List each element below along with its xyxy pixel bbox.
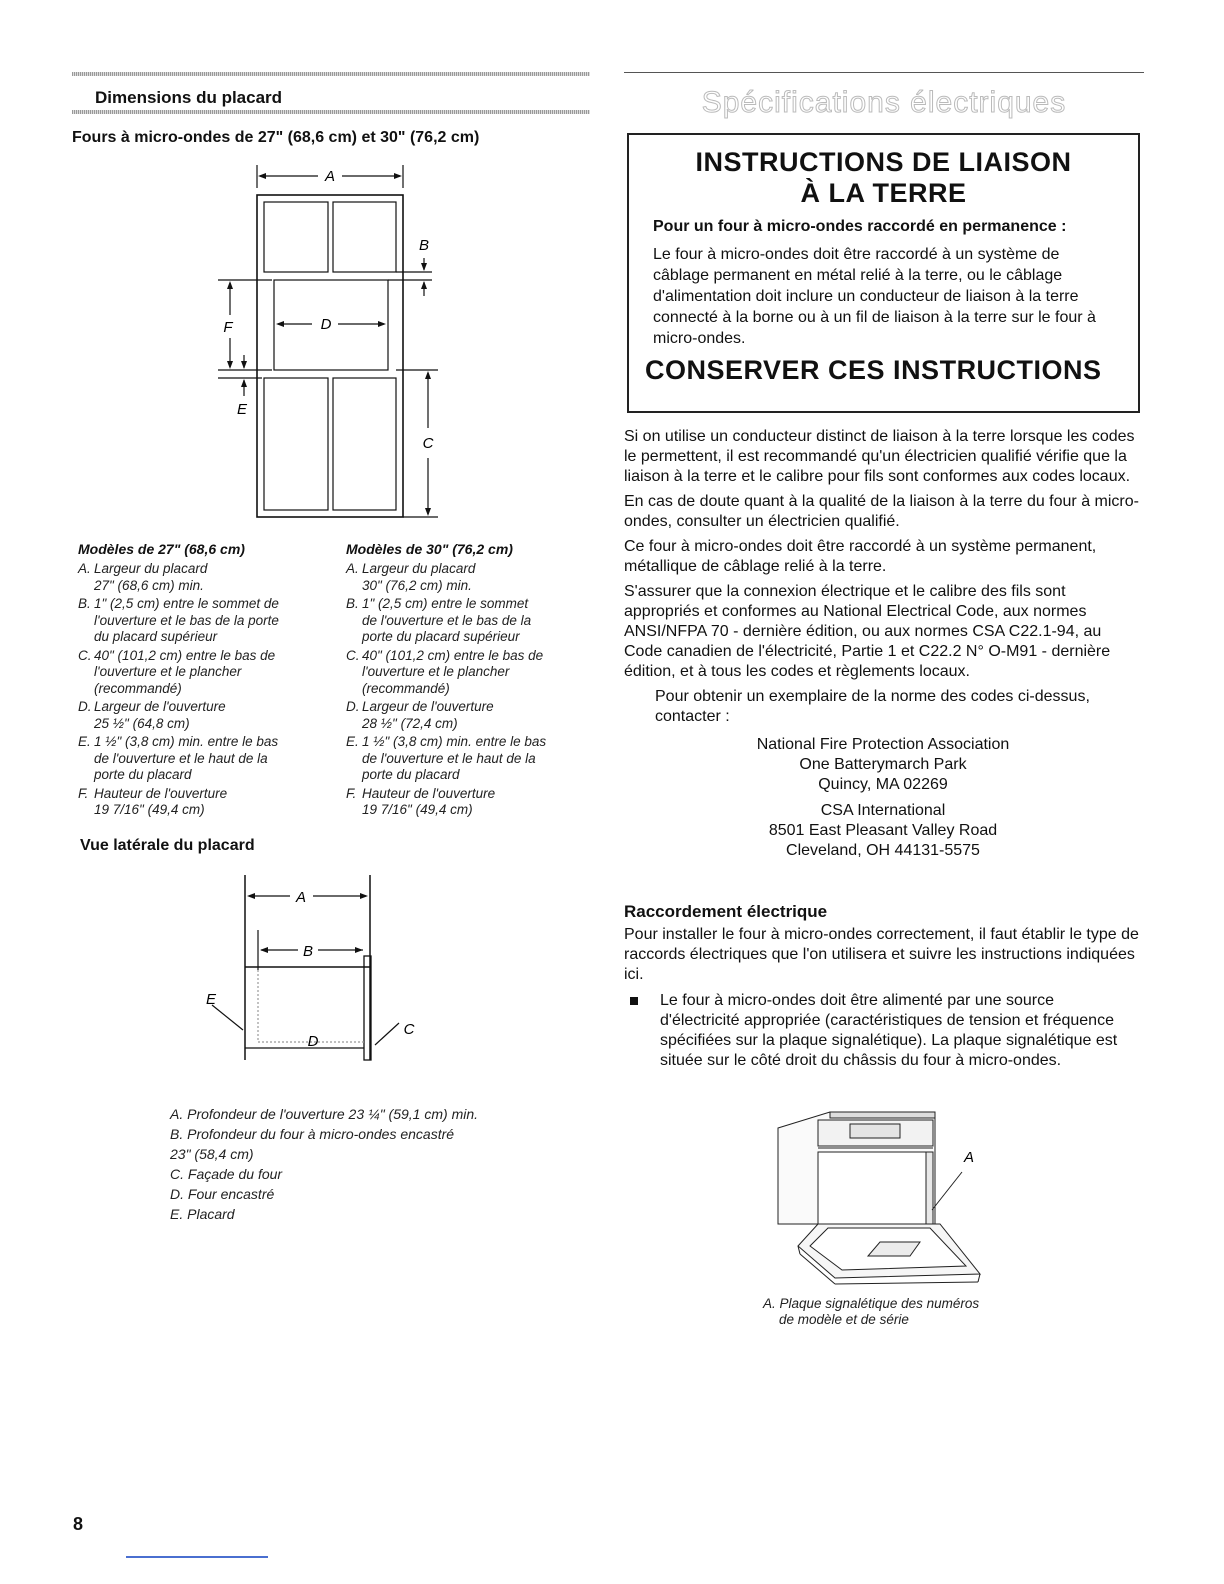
note-key: B. (78, 596, 91, 611)
address-csa (624, 801, 1142, 861)
models-27-block (78, 541, 338, 821)
side-view-title: Vue latérale du placard (80, 837, 255, 854)
address-line: 8501 East Pleasant Valley Road (768, 822, 998, 839)
side-note-d: D. Four encastré (170, 1186, 275, 1202)
front-label-a: A (324, 168, 336, 185)
side-note-a: A. Profondeur de l'ouverture 23 ¼" (59,1 cm) min. (170, 1106, 479, 1122)
side-label-d: D (307, 1033, 319, 1050)
note-item (78, 786, 338, 819)
oven-caption (763, 1296, 979, 1328)
note-key: E. (78, 734, 91, 749)
bullet-text: Le four à micro-ondes doit être alimenté par une source d'électricité appropriée (caractéristiques de tension et fréquence spécifiées sur la plaque signalétique). La plaque signalétique est située sur le côté droit du châssis du four à micro-ondes. (660, 992, 1118, 1069)
note-item (346, 596, 606, 646)
oven-label-a: A (963, 1149, 975, 1166)
models-30-block (346, 541, 606, 821)
note-key: D. (346, 699, 360, 714)
note-text: 40" (101,2 cm) entre le bas de l'ouverture et le plancher (recommandé) (94, 647, 276, 696)
note-text: Hauteur de l'ouverture 19 7/16" (49,4 cm) (94, 785, 228, 817)
note-text: 1" (2,5 cm) entre le sommet de l'ouverture et le bas de la porte du placard supérieur (94, 596, 279, 644)
note-key: C. (346, 647, 360, 663)
top-rule-right (624, 72, 1144, 73)
note-key: A. (78, 561, 91, 576)
note-item (346, 699, 606, 732)
para-3: Ce four à micro-ondes doit être raccordé à un système permanent, métallique de câblage relié à la terre. (624, 538, 1097, 575)
note-key: E. (346, 734, 359, 749)
front-label-d: D (320, 316, 332, 333)
side-label-a: A (295, 889, 307, 906)
ghost-title: Spécifications électriques (701, 86, 1067, 119)
note-item (78, 596, 338, 646)
note-key: D. (78, 699, 92, 714)
address-line: National Fire Protection Association (756, 736, 1010, 753)
address-line: CSA International (820, 802, 946, 819)
note-key: C. (78, 647, 92, 663)
section-title-dimensions: Dimensions du placard (95, 88, 283, 107)
note-text: 1 ½" (3,8 cm) min. entre le bas de l'ouverture et le haut de la porte du placard (362, 734, 547, 782)
note-text: 1 ½" (3,8 cm) min. entre le bas de l'ouverture et le haut de la porte du placard (94, 734, 279, 782)
address-line: Cleveland, OH 44131-5575 (786, 842, 980, 859)
front-label-c: C (422, 435, 434, 452)
note-item (78, 648, 338, 698)
front-label-f: F (223, 319, 233, 336)
note-text: Largeur du placard 30" (76,2 cm) min. (362, 561, 476, 593)
side-notes (170, 1104, 570, 1224)
note-key: F. (78, 785, 89, 801)
note-text: Largeur du placard 27" (68,6 cm) min. (94, 561, 208, 593)
note-key: A. (346, 561, 359, 576)
address-line: One Batterymarch Park (799, 756, 967, 773)
raccordement-title: Raccordement électrique (624, 902, 828, 921)
raccordement-section (624, 902, 1142, 1071)
page-number: 8 (73, 1514, 84, 1534)
para-indent: Pour obtenir un exemplaire de la norme des codes ci-dessus, contacter : (655, 688, 1090, 725)
note-text: 1" (2,5 cm) entre le sommet de l'ouverture et le bas de la porte du placard supérieur (362, 596, 532, 644)
note-item (346, 786, 606, 819)
oven-caption-line1: A. Plaque signalétique des numéros (763, 1296, 980, 1311)
side-note-e: E. Placard (170, 1206, 235, 1222)
note-item (78, 734, 338, 784)
cabinet-side-diagram (195, 870, 435, 1070)
models-27-title: Modèles de 27" (68,6 cm) (78, 541, 245, 557)
oven-caption-line2: de modèle et de série (779, 1312, 909, 1327)
box-footer: CONSERVER CES INSTRUCTIONS (645, 355, 1102, 385)
note-item (346, 734, 606, 784)
front-label-e: E (236, 401, 248, 418)
front-label-b: B (418, 237, 430, 254)
note-key: B. (346, 596, 359, 611)
box-title-line1: INSTRUCTIONS DE LIAISON (695, 147, 1072, 177)
note-item (78, 561, 338, 594)
address-line: Quincy, MA 02269 (818, 776, 948, 793)
note-text: Hauteur de l'ouverture 19 7/16" (49,4 cm) (362, 785, 496, 817)
models-27-list (78, 561, 338, 819)
box-title-line2: À LA TERRE (800, 178, 967, 208)
side-label-c: C (403, 1021, 415, 1038)
footer-link-line (126, 1556, 268, 1558)
note-item (78, 699, 338, 732)
para-4: S'assurer que la connexion électrique et le calibre des fils sont appropriés et conformes au National Electrical Code, aux normes ANSI/NFPA 70 - dernière édition, ou aux normes CSA C22.1-94, au Code canadien de l'électricité, Partie 1 et C22.2 N° O-M91 - dernière édition, et à tous les codes et règlements locaux. (624, 583, 1111, 680)
bullet-item (624, 991, 1142, 1071)
note-text: Largeur de l'ouverture 28 ½" (72,4 cm) (362, 699, 494, 731)
cabinet-front-diagram (200, 160, 460, 530)
note-text: 40" (101,2 cm) entre le bas de l'ouverture et le plancher (recommandé) (362, 647, 544, 696)
box-body: Le four à micro-ondes doit être raccordé à un système de câblage permanent en métal relié à la terre, ou le câblage d'alimentation doit inclure un conducteur de liaison à la terre connecté à la borne ou à un fil de liaison à la terre sur le four à micro-ondes. (653, 246, 1096, 347)
fours-title: Fours à micro-ondes de 27" (68,6 cm) et 30" (76,2 cm) (72, 129, 480, 146)
grounding-instructions-box (627, 133, 1140, 413)
note-text: Largeur de l'ouverture 25 ½" (64,8 cm) (94, 699, 226, 731)
top-rule-left (72, 72, 590, 76)
box-subtitle: Pour un four à micro-ondes raccordé en permanence : (653, 218, 1067, 235)
models-30-title: Modèles de 30" (76,2 cm) (346, 541, 513, 557)
side-label-b: B (302, 943, 314, 960)
models-30-list (346, 561, 606, 819)
raccordement-para: Pour installer le four à micro-ondes correctement, il faut établir le type de raccords électriques que l'on utilisera et suivre les instructions indiquées ici. (624, 926, 1139, 983)
bullet-square-icon (630, 997, 638, 1005)
side-label-e: E (205, 991, 217, 1008)
section-rule-left (72, 110, 590, 114)
oven-illustration (770, 1106, 1010, 1286)
side-note-b: B. Profondeur du four à micro-ondes encastré 23" (58,4 cm) (170, 1126, 455, 1162)
note-item (346, 648, 606, 698)
para-1: Si on utilise un conducteur distinct de liaison à la terre lorsque les codes le permettent, il est recommandé qu'un électricien qualifié vérifie que la liaison à la terre et le calibre pour fils sont conformes aux codes locaux. (624, 428, 1135, 485)
note-item (346, 561, 606, 594)
side-note-c: C. Façade du four (170, 1166, 283, 1182)
address-nfpa (624, 735, 1142, 795)
note-key: F. (346, 785, 357, 801)
para-2: En cas de doute quant à la qualité de la liaison à la terre du four à micro-ondes, consulter un électricien qualifié. (624, 493, 1139, 530)
right-paragraphs (624, 427, 1142, 861)
